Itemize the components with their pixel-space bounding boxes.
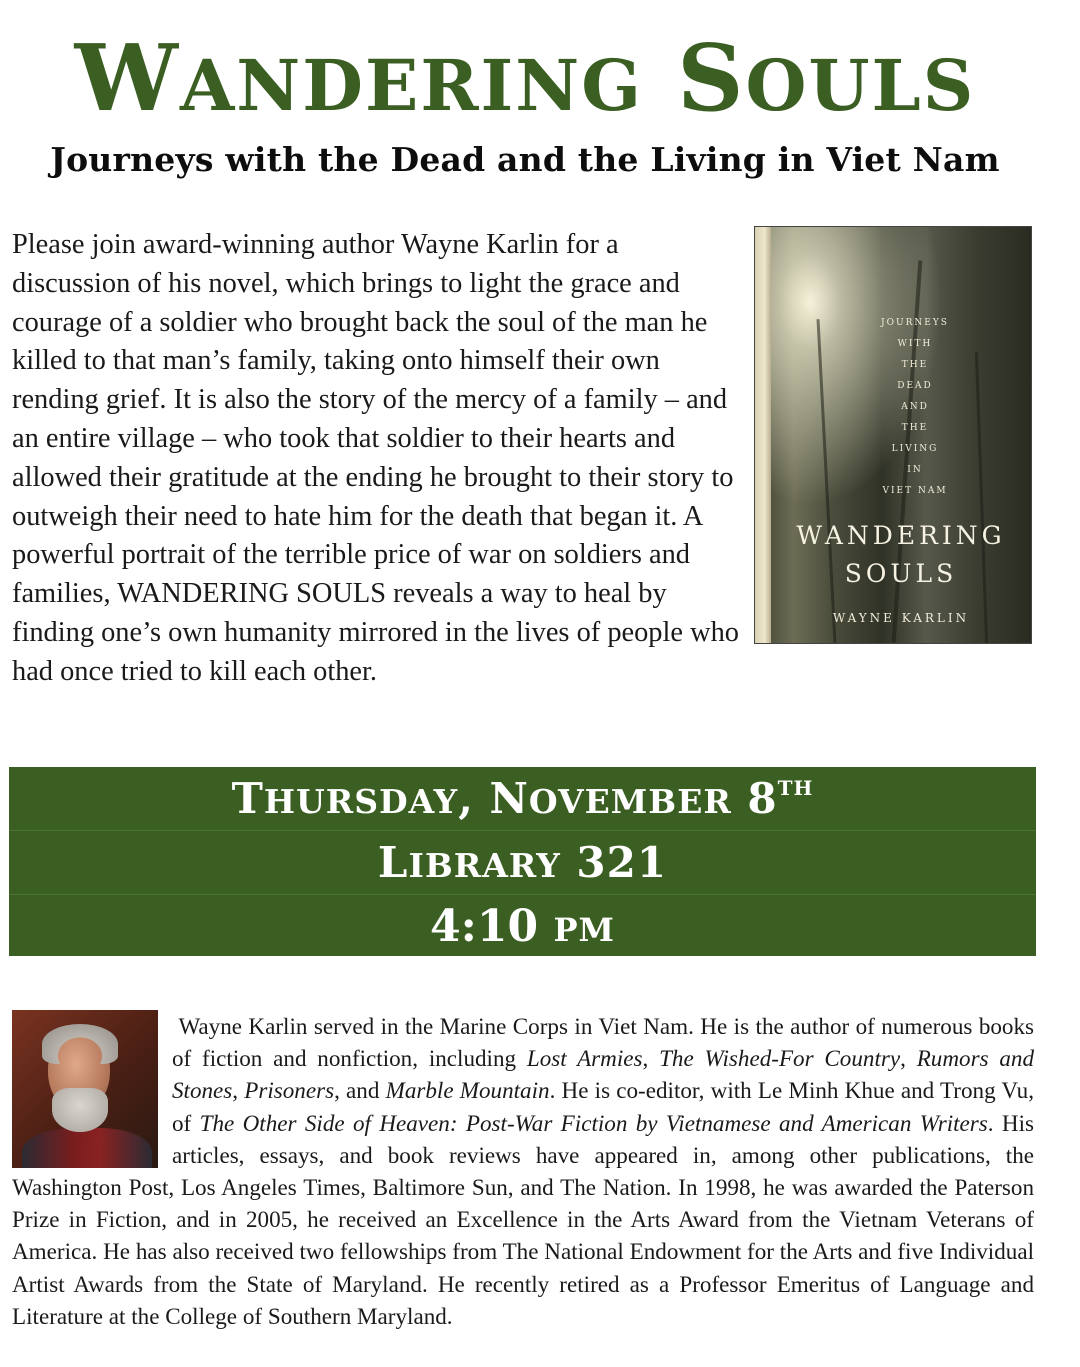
cover-subtitle-line: LIVING: [891, 444, 939, 454]
event-time: [9, 895, 1036, 958]
intro-section: [12, 226, 1042, 692]
poster-subtitle: Journeys with the Dead and the Living in Viet Nam: [50, 140, 1000, 179]
book-title-wished-for-country: The Wished-For Country: [659, 1045, 901, 1072]
date-day-rest: HURSDAY: [263, 782, 459, 821]
bio-separator: , and: [334, 1077, 386, 1104]
date-day-initial: T: [231, 774, 264, 823]
cover-subtitle-line: AND: [901, 402, 929, 412]
portrait-hair: [42, 1024, 118, 1064]
book-title-other-side-of-heaven: The Other Side of Heaven: Post-War Fiction by Vietnamese and American Writers: [199, 1109, 988, 1136]
title-initial-s: S: [677, 24, 746, 132]
bio-text-1: Wayne Karlin served in the Marine Corps in Viet Nam. He is the author of numerous books of fiction and nonfiction, including: [172, 1013, 1034, 1072]
cover-subtitle-line: DEAD: [897, 381, 933, 391]
title-initial-w: W: [74, 24, 180, 132]
bio-text-2: . He is co-editor, with Le Minh Khue and Trong Vu, of: [172, 1077, 1035, 1136]
cover-title-line-1: WANDERING: [796, 521, 1006, 550]
location-rest: IBRARY: [408, 846, 561, 885]
date-suffix: TH: [777, 776, 814, 800]
book-cover-title: [771, 517, 1031, 593]
cover-subtitle-line: IN: [907, 465, 923, 475]
author-bio-section: [12, 1010, 1034, 1332]
time-value: 4:10: [430, 901, 539, 952]
poster-title: [0, 24, 1050, 136]
date-month-rest: OVEMBER: [528, 782, 732, 821]
cover-subtitle-line: WITH: [897, 339, 933, 349]
book-title-rumors-and-stones: Rumors and Stones: [172, 1045, 1035, 1104]
cover-subtitle-line: JOURNEYS: [881, 318, 949, 328]
book-cover-image: [754, 226, 1032, 644]
cover-subtitle-line: THE: [901, 360, 929, 370]
bio-separator: ,: [642, 1045, 660, 1072]
author-bio-paragraph: [12, 1010, 1034, 1332]
book-cover-spine: [755, 227, 771, 643]
event-date: THURSDAY, NOVEMBER 8TH: [9, 767, 1036, 831]
portrait-shirt: [22, 1128, 152, 1168]
bio-separator: ,: [900, 1045, 917, 1072]
book-title-prisoners: Prisoners: [244, 1077, 335, 1104]
event-location: [9, 831, 1036, 895]
date-month-initial: N: [489, 774, 529, 823]
location-room: 321: [576, 838, 668, 887]
palm-trunk: [817, 319, 837, 643]
event-banner: [9, 767, 1036, 956]
bio-separator: ,: [232, 1077, 245, 1104]
intro-paragraph: Please join award-winning author Wayne Karlin for a discussion of his novel, which brings to light the grace and courage of a soldier who brought back the soul of the man he killed to that man’s family, taking onto himself their own rending grief. It is also the story of the mercy of a family – and an entire village – who took that soldier to their hearts and allowed their gratitude at the ending he brought to their story to outweigh their need to hate him for the death that began it. A powerful portrait of the terrible price of war on soldiers and families, WANDERING SOULS reveals a way to heal by finding one’s own humanity mirrored in the lives of people who had once tried to kill each other.: [12, 229, 739, 687]
time-suffix: PM: [553, 911, 615, 949]
bio-text-3: . His articles, essays, and book reviews have appeared in, among other publications, the Washington Post, Los Angeles Times, Baltimore Sun, and The Nation. In 1998, he was awarded the Paterson Prize in Fiction, and in 2005, he received an Excellence in the Arts Award from the Vietnam Veterans of America. He has also received two fellowships from The National Endowment for the Arts and five Individual Artist Awards from the State of Maryland. He recently retired as a Professor Emeritus of Language and Literature at the College of Southern Maryland.: [12, 1109, 1034, 1329]
title-word-1: ANDERING: [180, 44, 644, 127]
author-photo: [12, 1010, 158, 1168]
title-word-2: OULS: [745, 44, 976, 127]
location-initial: L: [377, 838, 409, 887]
cover-subtitle-line: THE: [901, 423, 929, 433]
book-cover-author: WAYNE KARLIN: [832, 611, 970, 625]
portrait-beard: [52, 1088, 108, 1132]
cover-subtitle-line: VIET NAM: [882, 486, 948, 496]
date-number: 8: [747, 774, 778, 823]
cover-title-line-2: SOULS: [844, 559, 958, 588]
book-title-lost-armies: Lost Armies: [526, 1045, 643, 1072]
book-cover-subtitle: [845, 313, 985, 502]
book-title-marble-mountain: Marble Mountain: [385, 1077, 550, 1104]
